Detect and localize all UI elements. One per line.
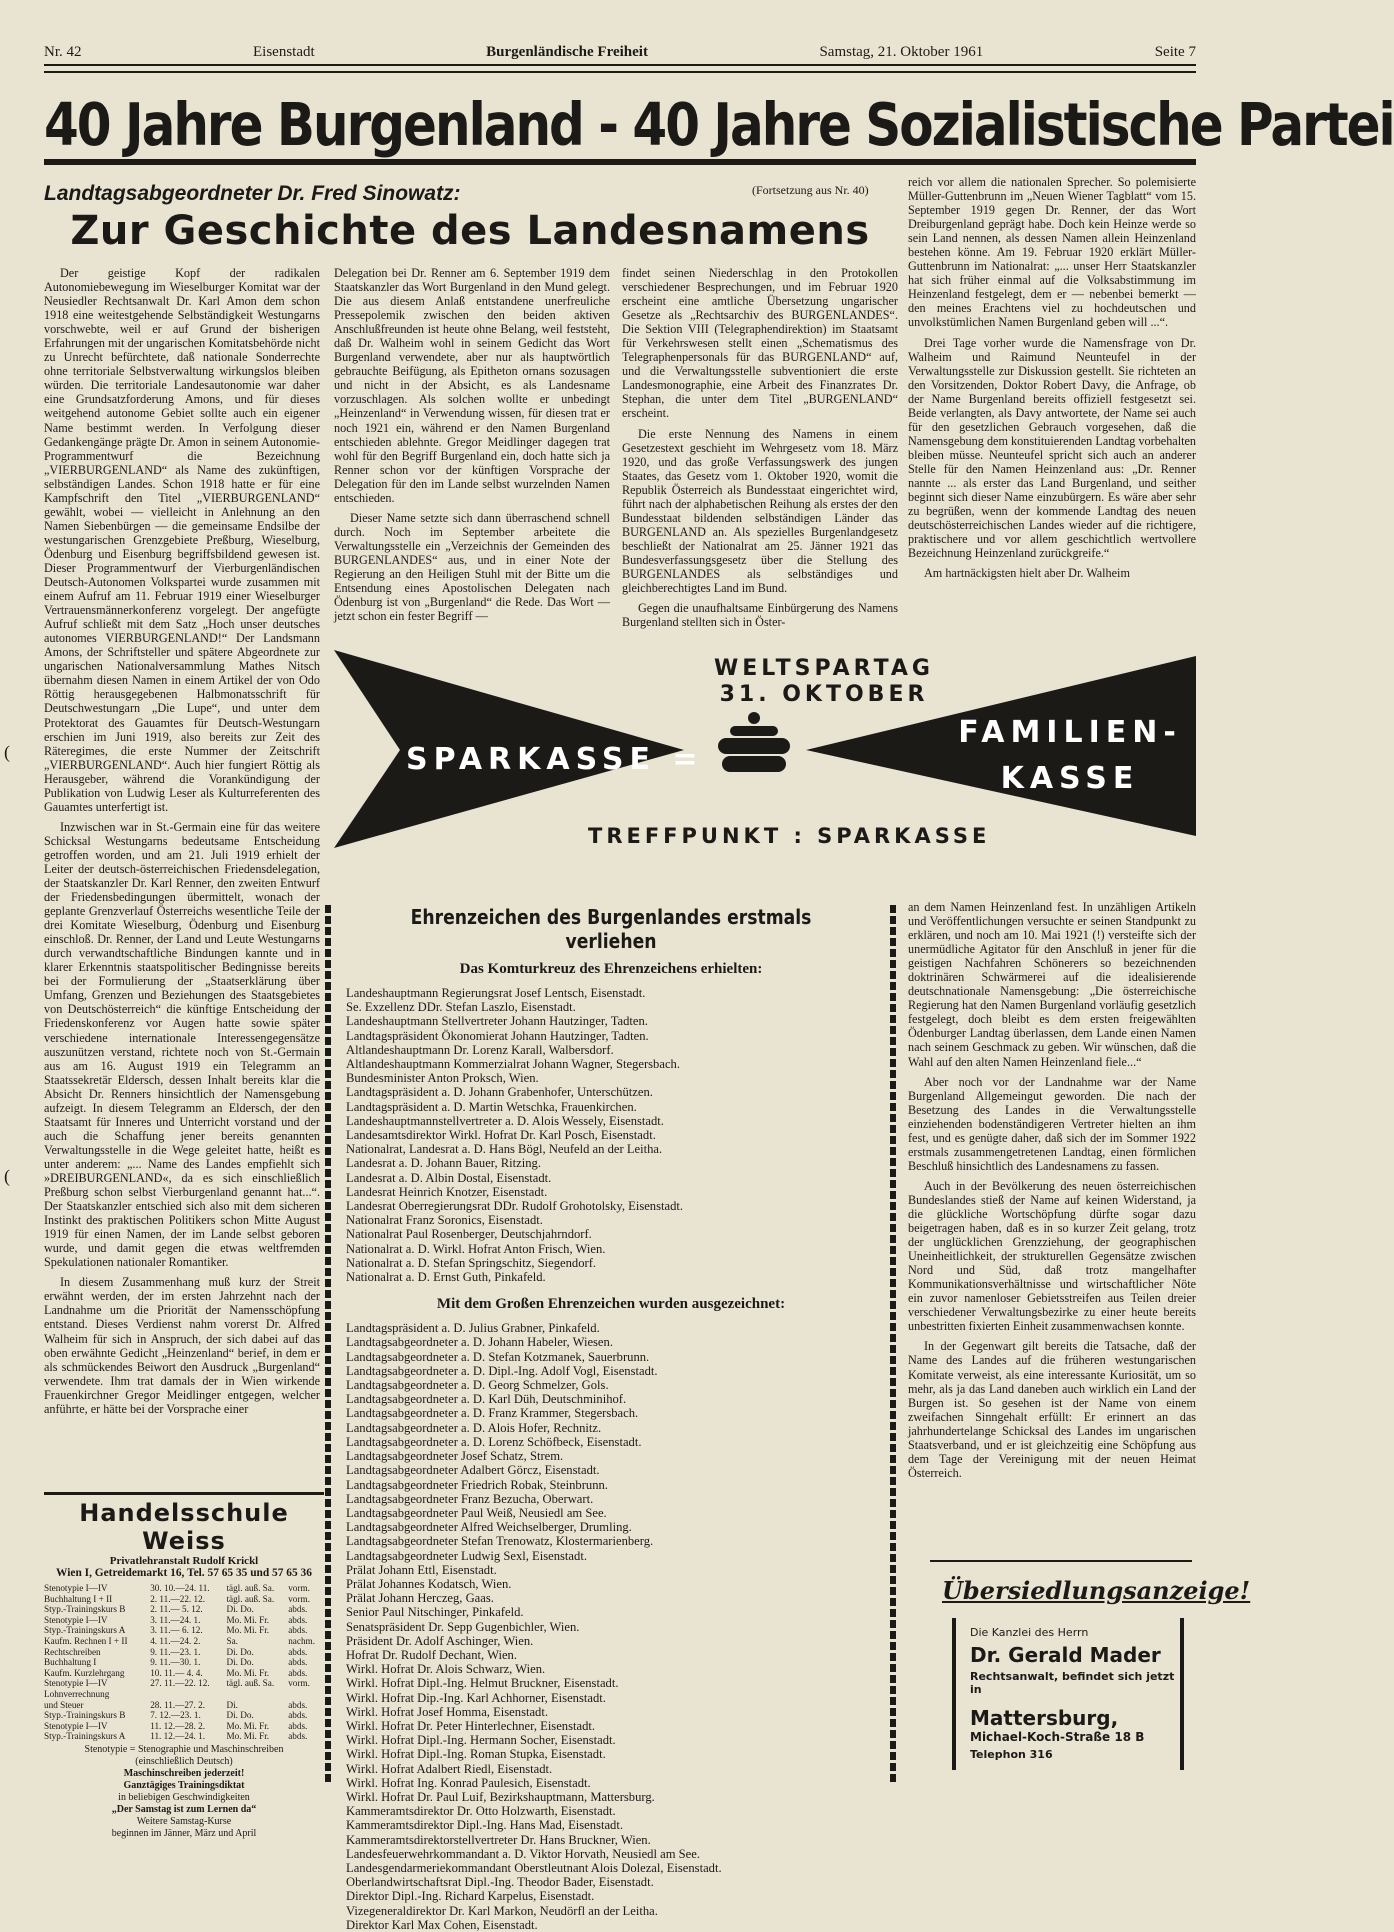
page-header	[44, 44, 1196, 66]
course-cell: Buchhaltung I + II	[44, 1593, 113, 1604]
school-address: Wien I, Getreidemarkt 16, Tel. 57 65 35 und 57 65 36	[56, 1567, 312, 1579]
honoree-entry: Nationalrat a. D. Ernst Guth, Pinkafeld.	[346, 1270, 546, 1285]
continuation-note: (Fortsetzung aus Nr. 40)	[752, 183, 869, 197]
course-cell: abds.	[288, 1699, 308, 1710]
course-cell: abds.	[288, 1731, 308, 1742]
course-cell: Mo. Mi. Fr.	[226, 1720, 270, 1731]
issue-number: Nr. 42	[44, 44, 82, 60]
course-cell: 4. 11.—24. 2.	[150, 1635, 201, 1646]
honoree-entry: Wirkl. Hofrat Josef Homma, Eisenstadt.	[346, 1704, 548, 1719]
honoree-entry: Landesrat a. D. Johann Bauer, Ritzing.	[346, 1156, 541, 1171]
banner-rule	[44, 159, 1196, 165]
school-note-line: Stenotypie = Stenographie und Maschinschreiben	[84, 1743, 284, 1755]
school-note-line: beginnen im Jänner, März und April	[111, 1827, 257, 1839]
course-cell: abds.	[288, 1646, 308, 1657]
course-cell: 2. 11.—22. 12.	[150, 1593, 205, 1604]
honoree-entry: Landtagsabgeordneter a. D. Karl Düh, Deutschminihof.	[346, 1392, 627, 1407]
paragraph: Der geistige Kopf der radikalen Autonomiebewegung im Wieselburger Komitat war der Neusiedler Rechtsanwalt Dr. Karl Amon dem schon 1918 eine weitestgehende Selbständigkeit Westungarns vorschwebte, weil er auf Grund der bisherigen Erfahrungen mit der ungarischen Komitatsbehörde nicht zu Unrecht befürchtete, daß nationale Sonderrechte ohne territoriale Selbstverwaltung wirkungslos bleiben würden. Die territoriale Landesautonomie war daher eine Grundsatzforderung Amons, und für dieses weitgehend autonome Gebiet sollte auch ein eigener Name bestimmt werden. In Verfolgung dieser Gedankengänge prägte Dr. Amon in seinem Autonomie-Programmentwurf die Bezeichnung „VIERBURGENLAND“ als Name des zukünftigen, selbständigen Landes. Schon 1918 hatte er für eine Kampfschrift den Titel „VIERBURGENLAND“ gewählt, wobei — vielleicht in Anlehnung an den Namen Siebenbürgen — die gemeinsame Endsilbe der westungarischen Grenzgebiete Preßburg, Wieselburg, Ödenburg und Eisenburg begriffsbildend gewesen ist. Dieser Programmentwurf der Vierburgenländischen Deutsch-Autonomen Volkspartei wurde zusammen mit einem Aufruf am 11. Februar 1919 einer Wieselburger Vertrauensmännerkonferenz vorgelegt. Der angefügte Aufruf schließt mit dem Satz „Hoch unser deutsches autonomes VIERBURGENLAND!“ Der Landsmann Amons, der Schriftsteller und spätere Abgeordnete zur ungarischen Nationalversammlung Mathes Nitsch übernahm diesen Namen in einem Artikel der von Odo Röttig herausgegebenen Halbmonatsschrift für Deutschwestungarn „Die Lupe“, und unter dem Protektorat des Gauamtes für Deutsch-Westungarn erschien im Juni 1919, also bereits zur Zeit des Räteregimes, die erste Nummer der Zeitschrift „VIERBURGENLAND“. Auch hier fungiert Röttig als Herausgeber, während die Vorankündigung der Publikation von Ludwig Leser als Kulturreferenten des Gauamtes unterfertigt ist.	[44, 266, 320, 814]
ad-headline-line-2: 31. OKTOBER	[719, 682, 929, 707]
course-row	[44, 1710, 324, 1721]
banner-headline: 40 Jahre Burgenland - 40 Jahre Sozialistische Partei	[44, 90, 1394, 160]
honoree-entry: Nationalrat Franz Soronics, Eisenstadt.	[346, 1213, 543, 1228]
course-cell: Styp.-Trainingskurs B	[44, 1710, 126, 1721]
course-cell: Styp.-Trainingskurs A	[44, 1731, 126, 1742]
honors-list-1	[346, 986, 876, 1284]
school-note-line: „Der Samstag ist zum Lernen da“	[111, 1803, 257, 1815]
honoree-entry: Landtagsabgeordneter Franz Bezucha, Oberwart.	[346, 1491, 594, 1506]
paper-name: Burgenländische Freiheit	[486, 44, 648, 60]
honoree-entry: Senior Paul Nitschinger, Pinkafeld.	[346, 1605, 524, 1620]
honoree-entry: Vizegeneraldirektor Dr. Karl Markon, Neudörfl an der Leitha.	[346, 1903, 658, 1918]
course-cell: Mo. Mi. Fr.	[226, 1614, 270, 1625]
course-cell: Stenotypie I—IV	[44, 1583, 108, 1593]
sparkasse-advertisement	[334, 640, 1196, 870]
course-cell: 7. 12.—23. 1.	[150, 1710, 201, 1721]
course-row	[44, 1678, 324, 1689]
article-author: Landtagsabgeordneter Dr. Fred Sinowatz:	[44, 182, 461, 205]
honors-subheading-1: Das Komturkreuz des Ehrenzeichens erhielten:	[459, 961, 763, 977]
honors-subheading-2: Mit dem Großen Ehrenzeichen wurden ausgezeichnet:	[436, 1296, 786, 1313]
paragraph: an dem Namen Heinzenland fest. In unzähligen Artikeln und Veröffentlichungen versuchte er seinen Standpunkt zu erklären, und noch am 10. Mai 1921 (!) versteifte sich der unermüdliche Agitator für den Anschluß in jener für die geistigen Nachfahren Schönerers so bezeichnenden doktrinären Schwärmerei auf die idealisierende deutschnationale Namensgebung: „Die österreichische Regierung hat den Namen Burgenland vorläufig gesetzlich festgelegt, doch bleibt es dem ersten freigewählten Ödenburger Landtag überlassen, dem Lande einen Namen nach seinem Geschmack zu geben. Wir wünschen, daß die Wahl auf den alten Namen Heinzenland fiele...“	[908, 900, 1196, 1069]
article-column-4	[908, 175, 1196, 625]
article-headline: Zur Geschichte des Landesnamens	[70, 208, 870, 254]
page-number: Seite 7	[1154, 44, 1196, 60]
course-cell: tägl. auß. Sa.	[226, 1593, 275, 1604]
paragraph: Auch in der Bevölkerung des neuen österreichischen Bundeslandes stieß der Name auf keinen Widerstand, ja die glückliche Wortschöpfung dürfte sogar dazu beigetragen haben, daß es in so kurzer Zeit gelang, trotz der unglücklichen Grenzziehung, der geographischen Uneinheitlichkeit, der strukturellen Gegensätze zwischen Nord und Süd, daß trotz mangelhafter Kommunikationsverhältnisse und wirtschaftlicher Nöte ein zuvor namenloser Gebietsstreifen aus Teilen dreier verschiedener Verwaltungsbezirke zu einer heute bereits unbestritten fixierten Einheit zusammenwachsen konnte.	[908, 1178, 1196, 1334]
course-cell: Lohnverrechnung	[44, 1688, 110, 1699]
course-cell: Mo. Mi. Fr.	[226, 1625, 270, 1636]
honoree-entry: Landtagspräsident Ökonomierat Johann Hautzinger, Tadten.	[346, 1028, 649, 1043]
school-subtitle: Privatlehranstalt Rudolf Krickl	[109, 1555, 259, 1567]
honoree-entry: Kammeramtsdirektor Dr. Otto Holzwarth, Eisenstadt.	[346, 1804, 616, 1819]
school-note-line: in beliebigen Geschwindigkeiten	[118, 1791, 250, 1803]
honoree-entry: Se. Exzellenz DDr. Stefan Laszlo, Eisenstadt.	[346, 1000, 576, 1015]
course-row	[44, 1731, 324, 1742]
ad-right-line-2: KASSE	[1000, 761, 1140, 796]
honoree-entry: Landesrat a. D. Albin Dostal, Eisenstadt.	[346, 1170, 552, 1185]
honoree-entry: Wirkl. Hofrat Dr. Paul Luif, Bezirkshauptmann, Mattersburg.	[346, 1789, 655, 1804]
honoree-entry: Wirkl. Hofrat Dip.-Ing. Karl Achhorner, Eisenstadt.	[346, 1690, 606, 1705]
course-cell: Mo. Mi. Fr.	[226, 1731, 270, 1742]
course-cell: abds.	[288, 1720, 308, 1731]
honoree-entry: Oberlandwirtschaftsrat Dipl.-Ing. Theodor Bader, Eisenstadt.	[346, 1875, 654, 1890]
place: Eisenstadt	[253, 44, 315, 60]
ad-left-text: SPARKASSE =	[406, 742, 704, 777]
honoree-entry: Landesamtsdirektor Wirkl. Hofrat Dr. Karl Posch, Eisenstadt.	[346, 1128, 656, 1143]
honoree-entry: Landtagsabgeordneter Stefan Trenowatz, Klostermarienberg.	[346, 1534, 654, 1549]
course-cell: 3. 11.—24. 1.	[150, 1614, 201, 1625]
paragraph: Drei Tage vorher wurde die Namensfrage von Dr. Walheim und Raimund Neunteufel in der Verwaltungsstelle zur Diskussion gestellt. Sie richteten an den Vorsitzenden, Doktor Robert Davy, die Anfrage, ob der Name Burgenland bereits offiziell festgesetzt sei. Beide verlangten, als Davy antwortete, der Name sei auch für den gesetzlichen Gebrauch vorgesehen, daß die Namensgebung dem konstituierenden Landtag vorbehalten bleiben müsse. Neunteufel spricht sich auch an anderer Stelle für den Namen Heinzenland aus: „Dr. Renner nannte ... als erster das Land Burgenland, und seither beginnt sich dieser Name einzubürgern. Es wäre aber sehr zu begrüßen, wenn der kommende Landtag des neuen deutschösterreichischen Landes wieder auf die richtigere, praktischere und vor allem geschichtlich wertvollere Bezeichnung Heinzenland zurückgreife.“	[908, 335, 1196, 561]
course-cell: abds.	[288, 1667, 308, 1678]
honoree-entry: Wirkl. Hofrat Ing. Konrad Paulesich, Eisenstadt.	[346, 1775, 591, 1790]
ad-slogan: TREFFPUNKT : SPARKASSE	[588, 824, 991, 848]
course-cell	[288, 1689, 324, 1700]
honoree-entry: Landtagsabgeordneter a. D. Franz Krammer, Stegersbach.	[346, 1406, 639, 1421]
honoree-entry: Landtagsabgeordneter a. D. Dipl.-Ing. Adolf Vogl, Eisenstadt.	[346, 1363, 658, 1378]
honors-announcement	[346, 905, 876, 1932]
honoree-entry: Landtagsabgeordneter Paul Weiß, Neusiedl am See.	[346, 1505, 607, 1520]
header-rule	[44, 71, 1196, 73]
lawyer-role: Rechtsanwalt, befindet sich jetzt in	[970, 1670, 1175, 1696]
lawyer-name: Dr. Gerald Mader	[970, 1643, 1161, 1667]
relocation-notice	[930, 1560, 1251, 1780]
honoree-entry: Direktor Karl Max Cohen, Eisenstadt.	[346, 1917, 538, 1932]
honoree-entry: Landtagspräsident a. D. Martin Wetschka, Frauenkirchen.	[346, 1099, 637, 1114]
ad-headline-line-1: WELTSPARTAG	[714, 656, 934, 681]
honoree-entry: Landtagsabgeordneter Friedrich Robak, Steinbrunn.	[346, 1477, 608, 1492]
ad-headline	[714, 656, 934, 708]
ad-right-text	[950, 710, 1190, 802]
course-cell: Kaufm. Kurzlehrgang	[44, 1667, 125, 1678]
course-cell: Buchhaltung I	[44, 1657, 97, 1668]
honors-border-left	[325, 905, 331, 1785]
paragraph: Am hartnäckigsten hielt aber Dr. Walheim	[924, 566, 1130, 581]
honoree-entry: Direktor Dipl.-Ing. Richard Karpelus, Eisenstadt.	[346, 1889, 595, 1904]
paragraph: Dieser Name setzte sich dann überraschend schnell durch. Noch im September arbeitete die Verwaltungsstelle ein „Verzeichnis der Gemeinden des BURGENLANDES“ aus, und in einer Note der Regierung an den Heiligen Stuhl mit der Bitte um die Entsendung eines Apostolischen Delegaten nach Ödenburg ist von „Burgenland“ die Rede. Das Wort — jetzt schon ein fester Begriff —	[334, 510, 610, 624]
honoree-entry: Kammeramtsdirektorstellvertreter Dr. Hans Bruckner, Wien.	[346, 1832, 651, 1847]
course-cell: Di. Do.	[226, 1710, 254, 1721]
course-cell	[226, 1689, 288, 1700]
honoree-entry: Nationalrat, Landesrat a. D. Hans Bögl, Neufeld an der Leitha.	[346, 1142, 663, 1157]
course-cell: tägl. auß. Sa.	[226, 1678, 275, 1689]
honoree-entry: Kammeramtsdirektor Dipl.-Ing. Hans Mad, Eisenstadt.	[346, 1818, 624, 1833]
honoree-entry: Wirkl. Hofrat Dipl.-Ing. Hermann Socher, Eisenstadt.	[346, 1733, 616, 1748]
course-cell: 30. 10.—24. 11.	[150, 1583, 210, 1593]
course-cell: Styp.-Trainingskurs B	[44, 1604, 126, 1615]
school-note-line: (einschließlich Deutsch)	[135, 1755, 233, 1767]
school-notes	[44, 1744, 324, 1840]
honoree-entry: Prälat Johannes Kodatsch, Wien.	[346, 1576, 512, 1591]
course-cell: Sa.	[226, 1635, 238, 1646]
honoree-entry: Altlandeshauptmann Kommerzialrat Johann Wagner, Stegersbach.	[346, 1057, 680, 1072]
honoree-entry: Nationalrat a. D. Stefan Springschitz, Siegendorf.	[346, 1255, 597, 1270]
course-cell: 9. 11.—23. 1.	[150, 1646, 201, 1657]
course-schedule-table	[44, 1583, 324, 1742]
relocation-title: Übersiedlungsanzeige!	[942, 1576, 1251, 1605]
course-row	[44, 1636, 324, 1647]
honoree-entry: Landtagsabgeordneter Adalbert Görcz, Eisenstadt.	[346, 1463, 600, 1478]
honors-list-2	[346, 1321, 876, 1932]
honoree-entry: Wirkl. Hofrat Dipl.-Ing. Roman Stupka, Eisenstadt.	[346, 1747, 606, 1762]
honoree-entry: Landtagsabgeordneter a. D. Stefan Kotzmanek, Sauerbrunn.	[346, 1349, 650, 1364]
paragraph: In diesem Zusammenhang muß kurz der Streit erwähnt werden, der im ersten Jahrzehnt nach der Landnahme um die Priorität der Namensschöpfung entstand. Dieses Verdienst nahm vorerst Dr. Alfred Walheim für sich in Anspruch, der sich dabei auf das oben erwähnte Gedicht „Heinzenland“ berief, in dem er als schmückendes Beiwort den Ausdruck „Burgenland“ verwendete. Ihm trat damals der in Wien wirkende Frauenkirchner Gregor Meidlinger entgegen, welcher anführte, er hätte bei der Vorsprache einer	[44, 1275, 320, 1416]
date: Samstag, 21. Oktober 1961	[819, 44, 984, 60]
honoree-entry: Prälat Johann Ettl, Eisenstadt.	[346, 1562, 497, 1577]
course-row	[44, 1583, 324, 1594]
honoree-entry: Wirkl. Hofrat Dr. Peter Hinterlechner, Eisenstadt.	[346, 1718, 596, 1733]
honoree-entry: Landtagspräsident a. D. Julius Grabner, Pinkafeld.	[346, 1321, 600, 1336]
relocation-box	[952, 1618, 1184, 1770]
course-cell: Stenotypie I—IV	[44, 1720, 108, 1731]
honoree-entry: Landtagsabgeordneter Alfred Weichselberger, Drumling.	[346, 1520, 632, 1535]
course-cell: 11. 12.—28. 2.	[150, 1720, 205, 1731]
honoree-entry: Landesfeuerwehrkommandant a. D. Viktor Horvath, Neusiedl am See.	[346, 1846, 700, 1861]
honoree-entry: Landtagspräsident a. D. Johann Grabenhofer, Unterschützen.	[346, 1085, 653, 1100]
article-column-3	[622, 266, 898, 630]
course-row	[44, 1689, 324, 1700]
new-street: Michael-Koch-Straße 18 B	[970, 1730, 1145, 1744]
course-row	[44, 1647, 324, 1658]
course-cell: Di. Do.	[226, 1657, 254, 1668]
course-row	[44, 1721, 324, 1732]
course-cell: Di.	[226, 1699, 238, 1710]
relocation-intro: Die Kanzlei des Herrn	[970, 1626, 1089, 1639]
school-note-line: Weitere Samstag-Kurse	[136, 1815, 232, 1827]
honors-border-right	[890, 905, 896, 1785]
honoree-entry: Nationalrat Paul Rosenberger, Deutschjahrndorf.	[346, 1227, 592, 1242]
course-row	[44, 1615, 324, 1626]
honoree-entry: Landtagsabgeordneter a. D. Johann Habeler, Wiesen.	[346, 1335, 613, 1350]
course-cell: abds.	[288, 1625, 308, 1636]
honoree-entry: Senatspräsident Dr. Sepp Gugenbichler, Wien.	[346, 1619, 580, 1634]
honoree-entry: Landtagsabgeordneter a. D. Lorenz Schöfbeck, Eisenstadt.	[346, 1434, 642, 1449]
honoree-entry: Bundesminister Anton Proksch, Wien.	[346, 1071, 539, 1086]
paragraph: Gegen die unaufhaltsame Einbürgerung des Namens Burgenland stellten sich in Öster-	[622, 601, 898, 630]
course-cell: Di. Do.	[226, 1604, 254, 1615]
course-cell: und Steuer	[44, 1699, 84, 1710]
honoree-entry: Landtagsabgeordneter a. D. Georg Schmelzer, Gols.	[346, 1378, 609, 1393]
course-row	[44, 1668, 324, 1679]
course-cell: abds.	[288, 1604, 308, 1615]
honoree-entry: Landtagsabgeordneter a. D. Alois Hofer, Rechnitz.	[346, 1420, 602, 1435]
course-cell: 11. 12.—24. 1.	[150, 1731, 205, 1742]
honors-title: Ehrenzeichen des Burgenlandes erstmals verliehen	[410, 905, 812, 953]
course-row	[44, 1594, 324, 1605]
school-note-line: Maschinschreiben jederzeit!	[123, 1767, 245, 1779]
course-cell: Stenotypie I—IV	[44, 1678, 108, 1689]
course-row	[44, 1657, 324, 1668]
honoree-entry: Landesrat Heinrich Knotzer, Eisenstadt.	[346, 1184, 548, 1199]
course-cell: abds.	[288, 1614, 308, 1625]
course-row	[44, 1625, 324, 1636]
course-cell: 9. 11.—30. 1.	[150, 1657, 201, 1668]
phone-number: Telephon 316	[970, 1748, 1053, 1761]
honoree-entry: Prälat Johann Herczeg, Gaas.	[346, 1591, 494, 1606]
article-column-2	[334, 266, 610, 624]
course-cell: vorm.	[288, 1678, 310, 1689]
paragraph: Die erste Nennung des Namens in einem Gesetzestext geschieht im Wehrgesetz vom 18. März 1920, und das große Verfassungswerk des jungen Staates, das Gesetz vom 1. Oktober 1920, womit die Republik Österreich als Bundesstaat eingerichtet wird, führt nach der alphabetischen Reihung als erstes der den Bundesstaat bildenden selbständigen Länder das BURGENLAND an. Als spezielles Burgenlandgesetz beschließt der Nationalrat am 25. Jänner 1921 das Bundesverfassungsgesetz über die Stellung des BURGENLANDES als selbständiges und gleichberechtigtes Land im Bund.	[622, 426, 898, 596]
course-cell: nachm.	[288, 1635, 315, 1646]
article-column-1	[44, 266, 320, 1488]
honoree-entry: Landtagsabgeordneter Ludwig Sexl, Eisenstadt.	[346, 1548, 587, 1563]
school-title: Handelsschule Weiss	[79, 1499, 289, 1555]
course-cell: 10. 11.— 4. 4.	[150, 1667, 203, 1678]
course-cell: Di. Do.	[226, 1646, 254, 1657]
school-note-line: Ganztägiges Trainingsdiktat	[123, 1779, 245, 1791]
course-cell: abds.	[288, 1657, 308, 1668]
course-cell: Kaufm. Rechnen I + II	[44, 1635, 128, 1646]
course-cell: vorm.	[288, 1593, 310, 1604]
course-cell: Stenotypie I—IV	[44, 1614, 108, 1625]
honoree-entry: Nationalrat a. D. Wirkl. Hofrat Anton Frisch, Wien.	[346, 1241, 606, 1256]
course-row	[44, 1604, 324, 1615]
binding-mark: (	[4, 1166, 10, 1186]
course-cell: Rechtschreiben	[44, 1646, 101, 1657]
honoree-entry: Landeshauptmannstellvertreter a. D. Alois Wessely, Eisenstadt.	[346, 1113, 664, 1128]
paragraph: Aber noch vor der Landnahme war der Name Burgenland Allgemeingut geworden. Die nach der Besetzung des Landes in die Verwaltungsstelle einziehenden bodenständigeren Vertreter hielten an ihm fest, und es genügte daher, daß sich der im Sommer 1922 erstmals zusammengetretenen Landtag, einen förmlichen Beschluß hinsichtlich des Landesnamens zu fassen.	[908, 1074, 1196, 1173]
honoree-entry: Wirkl. Hofrat Dr. Alois Schwarz, Wien.	[346, 1662, 546, 1677]
course-cell: vorm.	[288, 1583, 310, 1593]
honoree-entry: Altlandeshauptmann Dr. Lorenz Karall, Walbersdorf.	[346, 1042, 614, 1057]
course-cell: 2. 11.— 5. 12.	[150, 1604, 203, 1615]
paragraph: reich vor allem die nationalen Sprecher. So polemisierte Müller-Guttenbrunn im „Neuen Wiener Tagblatt“ vom 15. September 1919 gegen Dr. Renner, der das Wort Dreiburgenland geprägt habe. Doch kein Heinze werde so sein Land nennen, als dessen Namen allein Heinzenland bestehen könne. Am 19. Februar 1920 erklärt Müller-Guttenbrunn im Nationalrat: „... unser Herr Staatskanzler hat sich früher einmal auf die Volksabstimmung im Heinzenland festgelegt, dem er — nebenbei bemerkt — den meines Erachtens viel zu hochdeutschen und unvolkstümlichen Namen Burgenland geben will ...“.	[908, 175, 1196, 330]
course-cell: tägl. auß. Sa.	[226, 1583, 275, 1593]
paragraph: Delegation bei Dr. Renner am 6. September 1919 dem Staatskanzler das Wort Burgenland in den Mund gelegt. Die aus diesem Anlaß entstandene unerfreuliche Pressepolemik zwischen den beiden aktiven Anschlußfreunden ist heute ohne Belang, weil feststeht, daß Dr. Walheim wohl in seinem Gedicht das Wort Burgenland verwendete, aber nur als hauptwörtlich gebrauchte Beifügung, als Epitheton ornans sozusagen und nicht in der Absicht, es als Landesname vorzuschlagen. Als solchen wollte er unbedingt „Heinzenland“ in Verwendung wissen, für diesen trat er noch 1921 ein, während er den Namen Burgenland entschieden ablehnte. Gregor Meidlinger dagegen trat wohl für den Begriff Burgenland ein, doch hatte sich ja Renner schon vor der künftigen Vorsprache der Delegation für den im Lande selbst wurzelnden Namen entschieden.	[334, 266, 610, 505]
paragraph: In der Gegenwart gilt bereits die Tatsache, daß der Name des Landes auf die früheren westungarischen Komitate verweist, als eine interessante Kuriosität, um so mehr, als ja das Land daneben auch wirklich ein Land der Burgen ist. So gesehen ist der Name von einem zweifachen Sinngehalt erfüllt: Er erinnert an das jahrhundertelange Schicksal des Landes im ungarischen Staatsverband, und er ist gleichzeitig eine Schöpfung aus dem Tage der Vereinigung mit der neuen Heimat Österreich.	[908, 1339, 1196, 1480]
article-column-5	[908, 900, 1196, 1558]
course-cell: abds.	[288, 1710, 308, 1721]
honoree-entry: Landeshauptmann Stellvertreter Johann Hautzinger, Tadten.	[346, 1014, 648, 1029]
paragraph: findet seinen Niederschlag in den Protokollen verschiedener Besprechungen, und im Februar 1920 erscheint eine amtliche Übersetzung ungarischer Gesetze als „Rechtsarchiv des BURGENLANDES“. Die Sektion VIII (Telegraphendirektion) im Staatsamt für Verkehrswesen stellt einen „Schematismus des Telegraphenpersonals für das BURGENLAND“ auf, und die Verwaltungsstelle subventioniert die erste Landesmonographie, eine Arbeit des Finanzrates Dr. Stephan, die unter dem Titel „BURGENLAND“ erscheint.	[622, 266, 898, 421]
course-cell: 27. 11.—22. 12.	[150, 1678, 210, 1689]
honoree-entry: Präsident Dr. Adolf Aschinger, Wien.	[346, 1633, 534, 1648]
trade-school-advertisement	[44, 1492, 324, 1839]
honoree-entry: Landtagsabgeordneter Josef Schatz, Strem.	[346, 1449, 564, 1464]
course-row	[44, 1700, 324, 1711]
course-cell: Styp.-Trainingskurs A	[44, 1625, 126, 1636]
honoree-entry: Landesgendarmeriekommandant Oberstleutnant Alois Dolezal, Eisenstadt.	[346, 1860, 722, 1875]
paragraph: Inzwischen war in St.-Germain eine für das weitere Schicksal Westungarns bedeutsame Entscheidung getroffen worden, und am 21. Juli 1919 erhielt der Leiter der deutsch-österreichischen Friedensdelegation, der Staatskanzler Dr. Karl Renner, den zweiten Entwurf der Friedensbedingungen übermittelt, wonach der geplante Grenzverlauf Österreichs wesentliche Teile der drei Komitate Wieselburg, Ödenburg und Eisenburg einschloß. Dr. Renner, der Land und Leute Westungarns durch verwandtschaftliche Bindungen kannte und in klarer Erkenntnis staatspolitischer Bedingnisse bereits bei der Formulierung der „Staatserklärung über Umfang, Grenzen und Beziehungen des Staatsgebietes von Deutschösterreich“ die künftige Entscheidung der Friedenskonferenz vor Augen hatte sowie später verschiedene internationale Interessengegensätze auszunützen verstand, richtete noch von St.-Germain aus am 16. August 1919 ein Telegramm an Staatssekretär Eldersch, dessen Inhalt bereits klar die Absicht Dr. Renners hinsichtlich der Namensgebung aufzeigt. In diesem Telegramm an Eldersch, der den Staatsamt für Inneres und Unterricht vorstand und der auch die Schaffung jener bereits genannten Verwaltungsstelle in die Wege geleitet hatte, heißt es unter anderem: „... Name des Landes empfiehlt sich »DREIBURGENLAND«, da es sich einschließlich Preßburg schon selbst Vierburgenland genannt hat...“. Der Staatskanzler entschied sich also mit dem sicheren Instinkt des praktischen Politikers schon Mitte August 1919 für einen Namen, der im Lande selbst geboren wurde, und damit gegen die etwas weltfremden Spekulationen nationaler Romantiker.	[44, 819, 320, 1270]
course-cell: 3. 11.— 6. 12.	[150, 1625, 203, 1636]
honoree-entry: Hofrat Dr. Rudolf Dechant, Wien.	[346, 1647, 517, 1662]
binding-mark: (	[4, 742, 10, 762]
coin-icon	[718, 712, 790, 772]
course-cell: Mo. Mi. Fr.	[226, 1667, 270, 1678]
course-cell	[150, 1689, 226, 1700]
honoree-entry: Landeshauptmann Regierungsrat Josef Lentsch, Eisenstadt.	[346, 986, 646, 1000]
course-cell: 28. 11.—27. 2.	[150, 1699, 205, 1710]
honoree-entry: Wirkl. Hofrat Adalbert Riedl, Eisenstadt.	[346, 1761, 553, 1776]
honoree-entry: Wirkl. Hofrat Dipl.-Ing. Helmut Bruckner, Eisenstadt.	[346, 1676, 619, 1691]
new-town: Mattersburg,	[970, 1706, 1119, 1730]
ad-right-line-1: FAMILIEN-	[958, 715, 1182, 750]
honoree-entry: Landesrat Oberregierungsrat DDr. Rudolf Grohotolsky, Eisenstadt.	[346, 1199, 684, 1214]
